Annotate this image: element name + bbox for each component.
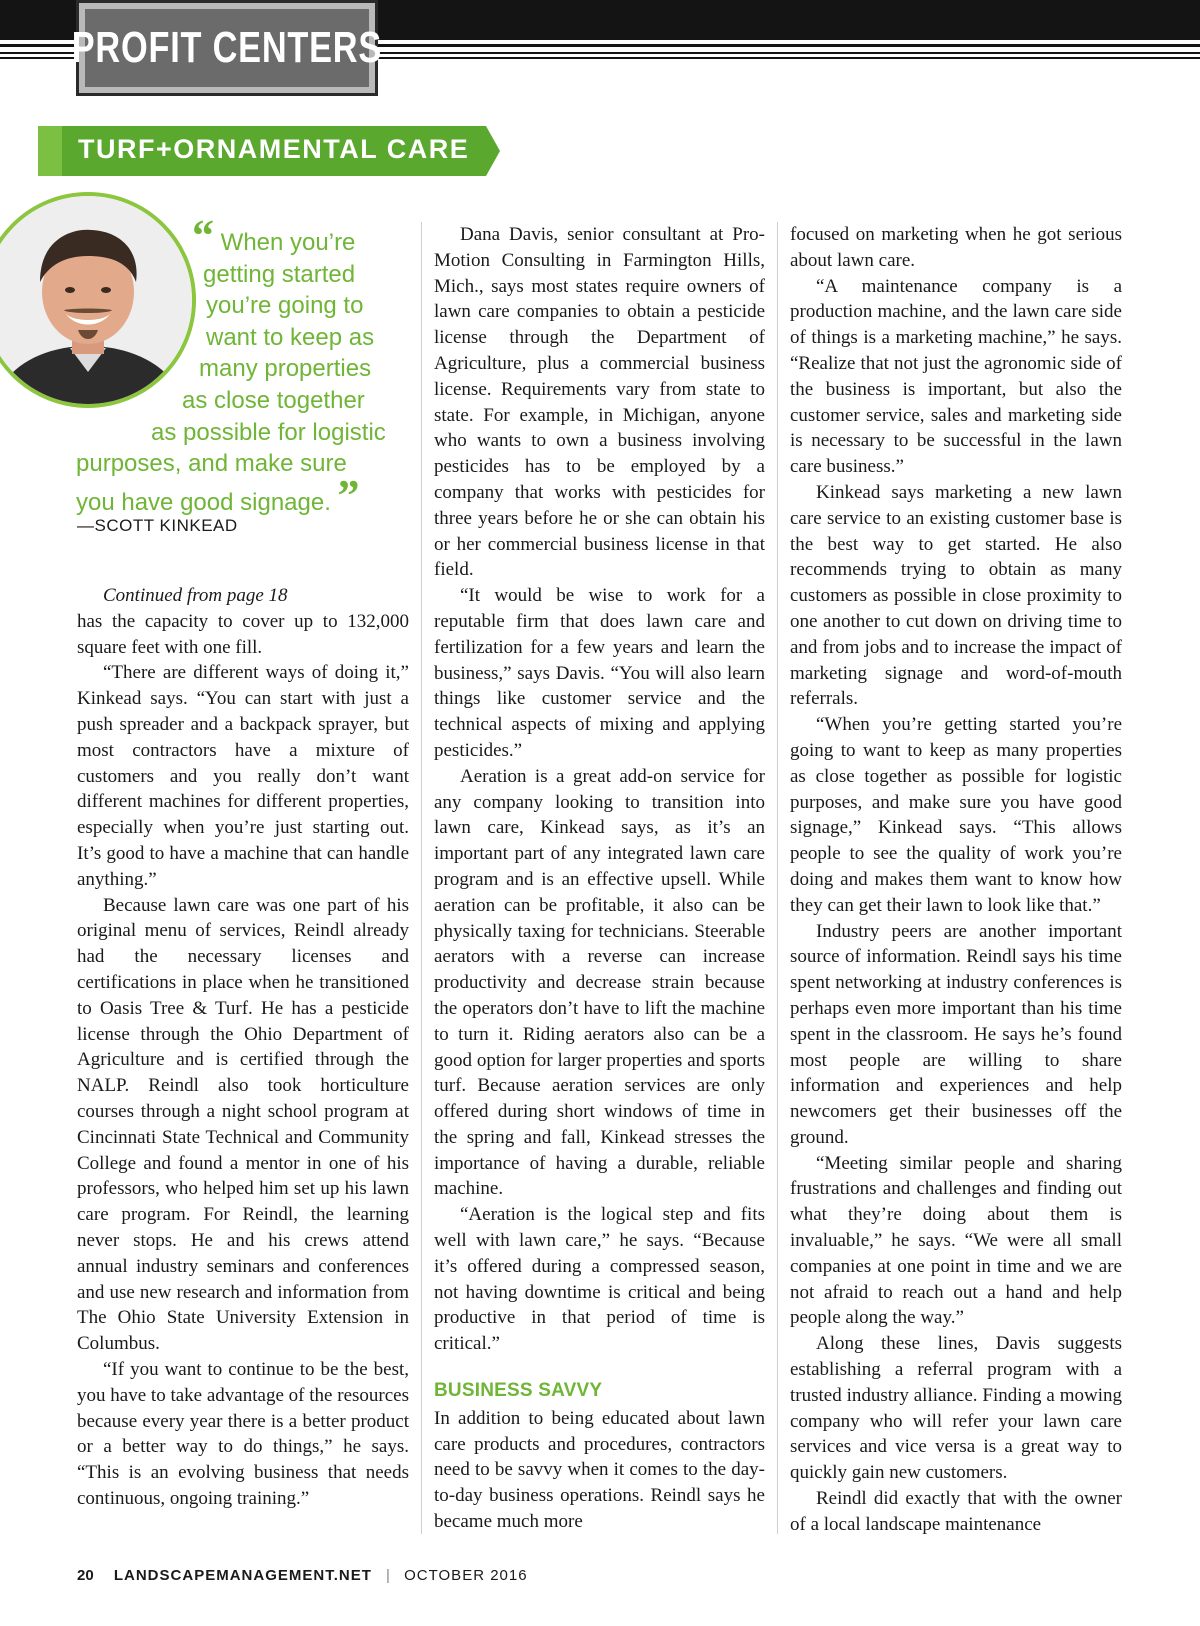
pull-quote-text: you have good signage. xyxy=(76,488,331,516)
category-banner xyxy=(38,126,500,176)
body-paragraph: “If you want to continue to be the best, you have to take advantage of the resources because every year there is a better product or a better way to do things,” he says. “This is an evolving business that needs continuous, ongoing training.” xyxy=(77,1358,409,1509)
body-paragraph: focused on marketing when he got serious about lawn care. xyxy=(790,224,1122,271)
page-footer xyxy=(77,1567,528,1584)
continued-note: Continued from page 18 xyxy=(103,585,288,606)
article-column-1 xyxy=(77,583,409,1512)
footer-separator: | xyxy=(386,1567,390,1584)
pull-quote-line xyxy=(70,211,410,260)
pull-quote-line: many properties xyxy=(199,355,372,383)
pull-quote-text: When you’re xyxy=(220,229,356,256)
body-paragraph: Reindl did exactly that with the owner of a local landscape maintenance xyxy=(790,1488,1122,1535)
section-title: PROFIT CENTERS xyxy=(71,23,383,72)
issue-date: OCTOBER 2016 xyxy=(404,1567,528,1584)
page-number: 20 xyxy=(77,1567,94,1584)
pull-quote-line: purposes, and make sure xyxy=(76,450,347,478)
column-divider xyxy=(777,222,778,1534)
body-paragraph: Industry peers are another important source of information. Reindl says his time spent networking at industry conferences is perhaps even more important than his time spent in the classroom. He says he’s found most people are willing to share information and experiences and help newcomers get their businesses off the ground. xyxy=(790,920,1122,1148)
body-paragraph: “It would be wise to work for a reputable firm that does lawn care and fertilization for a few years and learn the business,” says Davis. “You will also learn things like customer service and the technical aspects of mixing and applying pesticides.” xyxy=(434,585,765,761)
pull-quote-line: want to keep as xyxy=(206,323,375,351)
body-paragraph: Dana Davis, senior consultant at Pro-Motion Consulting in Farmington Hills, Mich., says most states require owners of lawn care companies to obtain a pesticide license through the Department of Agriculture, plus a commercial business license. Requirements vary from state to state. For example, in Michigan, anyone who wants to own a business involving pesticides has to be employed by a company that works with pesticides for three years before he or she can obtain his or her commercial business license in that field. xyxy=(434,224,765,581)
section-label-inner xyxy=(71,9,383,87)
body-paragraph: “There are different ways of doing it,” Kinkead says. “You can start with just a push spreader and a backpack sprayer, but most contractors have a mixture of customers and you really don’t want different machines for different properties, especially when you’re just starting out. It’s good to have a machine that can handle anything.” xyxy=(77,662,409,890)
article-column-3 xyxy=(790,222,1122,1538)
pull-quote xyxy=(70,211,410,520)
section-subhead: BUSINESS SAVVY xyxy=(434,1380,603,1402)
open-quote-mark: “ xyxy=(192,211,214,260)
section-label-box xyxy=(71,0,383,96)
banner-title: TURF+ORNAMENTAL CARE xyxy=(78,134,470,164)
pull-quote-attribution: —SCOTT KINKEAD xyxy=(77,516,238,535)
pull-quote-line: getting started xyxy=(203,260,356,288)
body-paragraph: Because lawn care was one part of his original menu of services, Reindl already had the necessary licenses and certifications in place when he transitioned to Oasis Tree & Turf. He has a pesticide license through the Ohio Department of Agriculture and is certified through the NALP. Reindl also took horticulture courses through a night school program at Cincinnati State Technical and Community College and found a mentor in one of his professors, who helped him set up his lawn care program. For Reindl, the learning never stops. He and his crews attend annual industry seminars and conferences and use new research and information from The Ohio State University Extension in Columbus. xyxy=(77,894,409,1355)
body-paragraph: “A maintenance company is a production machine, and the lawn care side of things is a marketing machine,” he says. “Realize that not just the agronomic side of the business is important, but also the customer service, sales and marketing side is necessary to be successful in the lawn care business.” xyxy=(790,275,1122,478)
body-paragraph: “Meeting similar people and sharing frustrations and challenges and finding out what they’re doing about them is invaluable,” he says. “We were all small companies at one point in time and we are not afraid to reach out a hand and help people along the way.” xyxy=(790,1152,1122,1329)
body-paragraph: has the capacity to cover up to 132,000 square feet with one fill. xyxy=(77,610,409,658)
body-paragraph: Aeration is a great add-on service for any company looking to transition into lawn care, Kinkead says, as it’s an important part of any integrated lawn care program and is an effective upsell. While aeration can be profitable, it also can be physically taxing for technicians. Steerable aerators with a reverse can increase productivity and decrease strain because the operators don’t have to lift the machine to turn it. Riding aerators also can be a good option for larger properties and sports turf. Because aeration services are only offered during short windows of time in the spring and fall, Kinkead stresses the importance of having a durable, reliable machine. xyxy=(434,765,765,1200)
body-paragraph: In addition to being educated about lawn care products and procedures, contractors need to be savvy when it comes to the day-to-day business operations. Reindl says he became much more xyxy=(434,1407,765,1533)
pull-quote-line: you’re going to xyxy=(206,292,364,320)
body-paragraph: Along these lines, Davis suggests establishing a referral program with a trusted industry alliance. Finding a mowing company who will refer your lawn care services and vice versa is a great way to quickly gain new customers. xyxy=(790,1333,1122,1484)
article-column-2 xyxy=(434,222,765,1535)
footer-site-link[interactable]: LANDSCAPEMANAGEMENT.NET xyxy=(113,1567,372,1584)
body-paragraph: “When you’re getting started you’re going to want to keep as many properties as close together as possible for logistic purposes, and make sure you have good signage,” Kinkead says. “This allows people to see the quality of work you’re doing and makes them want to know how they can get their lawn to look like that.” xyxy=(790,714,1122,916)
pull-quote-line xyxy=(70,470,410,520)
body-paragraph: Kinkead says marketing a new lawn care service to an existing customer base is the best way to get started. He also recommends trying to obtain as many customers as possible in close proximity to one another to cut down on driving time to and from jobs and to increase the impact of marketing signage and word-of-mouth referrals. xyxy=(790,481,1122,710)
body-paragraph: “Aeration is the logical step and fits well with lawn care,” he says. “Because it’s offered during a compressed season, not having downtime is critical and being productive in that period of time is critical.” xyxy=(434,1204,765,1355)
pull-quote-line: as close together xyxy=(182,386,365,414)
column-divider xyxy=(421,222,422,1534)
close-quote-mark: ” xyxy=(337,470,360,520)
pull-quote-line: as possible for logistic xyxy=(151,418,386,446)
